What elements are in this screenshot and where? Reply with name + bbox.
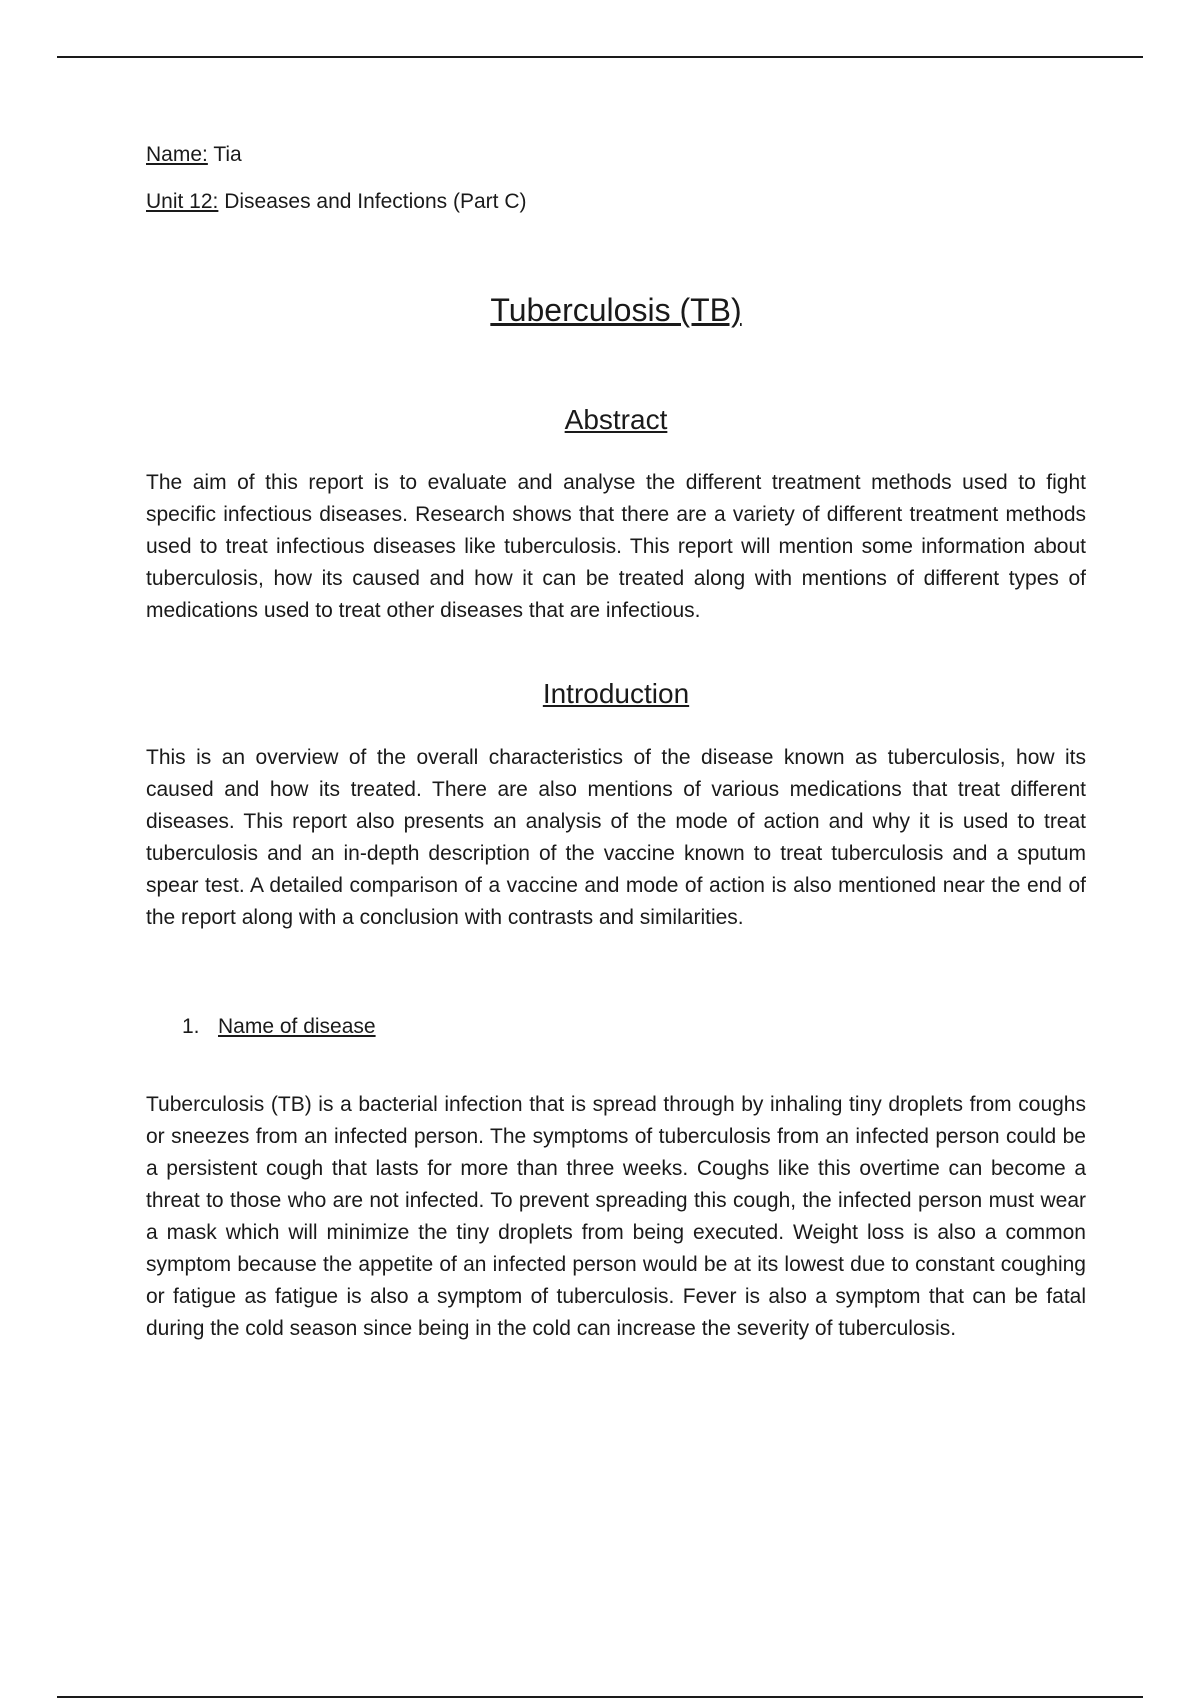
name-line [146, 140, 1086, 170]
abstract-paragraph: The aim of this report is to evaluate and analyse the different treatment methods used to fight specific infectious diseases. Research shows that there are a variety of different treatment methods used to treat infectious diseases like tuberculosis. This report will mention some information about tuberculosis, how its caused and how it can be treated along with mentions of different types of medications used to treat other diseases that are infectious. [146, 471, 1086, 622]
unit-value: Diseases and Infections (Part C) [218, 190, 527, 213]
unit-label: Unit 12: [146, 190, 219, 213]
abstract-heading: Abstract [564, 404, 668, 435]
footer-rule [57, 1696, 1143, 1698]
section-1-paragraph: Tuberculosis (TB) is a bacterial infection that is spread through by inhaling tiny droplets from coughs or sneezes from an infected person. The symptoms of tuberculosis from an infected person could be a persistent cough that lasts for more than three weeks. Coughs like this overtime can become a threat to those who are not infected. To prevent spreading this cough, the infected person must wear a mask which will minimize the tiny droplets from being executed. Weight loss is also a common symptom because the appetite of an infected person would be at its lowest due to constant coughing or fatigue as fatigue is also a symptom of tuberculosis. Fever is also a symptom that can be fatal during the cold season since being in the cold can increase the severity of tuberculosis. [146, 1093, 1086, 1340]
unit-line [146, 187, 1086, 217]
section-1-heading: Name of disease [218, 1015, 376, 1038]
name-label: Name: [146, 143, 208, 166]
section-1-number: 1. [182, 1015, 200, 1038]
section-1-heading-item [182, 1012, 376, 1042]
header-rule [57, 56, 1143, 58]
page-content [146, 140, 1086, 1340]
introduction-paragraph: This is an overview of the overall characteristics of the disease known as tuberculosis, how its caused and how its treated. There are also mentions of various medications that treat different diseases. This report also presents an analysis of the mode of action and why it is used to treat tuberculosis and an in-depth description of the vaccine known to treat tuberculosis and a sputum spear test. A detailed comparison of a vaccine and mode of action is also mentioned near the end of the report along with a conclusion with contrasts and similarities. [146, 746, 1086, 929]
name-value: Tia [207, 143, 242, 166]
introduction-heading: Introduction [542, 678, 690, 709]
document-title: Tuberculosis (TB) [490, 292, 742, 328]
